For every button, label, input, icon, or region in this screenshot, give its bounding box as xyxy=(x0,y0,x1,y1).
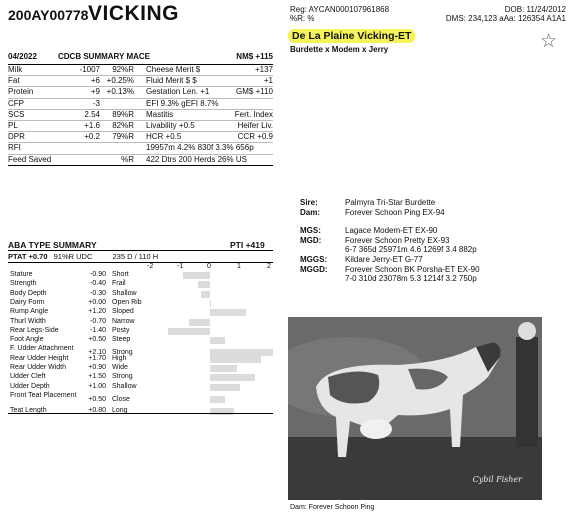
summary-value-2: GM$ +110 xyxy=(236,87,273,97)
scale-tick-label: 1 xyxy=(237,263,241,270)
type-divider xyxy=(8,250,273,251)
ptat-daughters: 235 D / 110 H xyxy=(112,252,159,261)
trait-bar xyxy=(210,309,246,316)
summary-label-2: Mastitis xyxy=(146,109,174,119)
scale-tick-label: -1 xyxy=(177,263,184,270)
trait-name: Dairy Form xyxy=(10,298,45,306)
summary-rel: +0.25% xyxy=(106,76,134,86)
trait-value: -1.40 xyxy=(90,326,106,334)
trait-name: Stature xyxy=(10,271,33,278)
ptat-label: PTAT +0.70 xyxy=(8,252,48,261)
summary-row xyxy=(8,99,273,110)
trait-descriptor: Posty xyxy=(112,326,130,334)
net-merit: NM$ +115 xyxy=(236,52,273,61)
trait-descriptor: Long xyxy=(112,407,128,415)
trait-bar xyxy=(210,374,255,381)
trait-name: Body Depth xyxy=(10,289,47,297)
bull-full-name: De La Plaine Vicking-ET xyxy=(288,29,415,43)
type-trait-row xyxy=(8,373,273,383)
trait-bar xyxy=(210,337,225,344)
trait-name: F. Udder Attachment xyxy=(10,345,74,353)
percent-r: %R: % xyxy=(290,14,315,23)
type-trait-row xyxy=(8,318,273,328)
trait-bar xyxy=(189,319,210,326)
ptat-line xyxy=(8,252,158,261)
summary-title: CDCB SUMMARY MACE xyxy=(58,52,150,61)
summary-row xyxy=(8,65,273,76)
sire-label: Sire: xyxy=(300,198,318,207)
summary-value: +0.2 xyxy=(84,132,100,142)
dms-line: DMS: 234,123 aAa: 126354 A1A1 xyxy=(445,14,566,23)
trait-bar xyxy=(183,272,210,279)
ptat-reliability: 91%R UDC xyxy=(53,252,93,261)
summary-date: 04/2022 xyxy=(8,52,37,61)
dam-row xyxy=(300,208,560,220)
summary-value: -1007 xyxy=(79,65,100,74)
summary-row xyxy=(8,110,273,121)
type-trait-row xyxy=(8,355,273,365)
mgd-label: MGD: xyxy=(300,236,322,245)
trait-descriptor: Strong xyxy=(112,373,133,381)
summary-value-2: Heifer Liv. xyxy=(237,120,273,130)
scale-divider xyxy=(8,262,273,263)
summary-value: -3 xyxy=(92,98,100,108)
trait-value: +0.90 xyxy=(88,364,106,371)
mgs-label: MGS: xyxy=(300,226,321,235)
trait-name: Foot Angle xyxy=(10,336,44,344)
summary-value-2: CCR +0.9 xyxy=(237,132,273,142)
summary-row xyxy=(8,155,273,166)
type-trait-row xyxy=(8,383,273,393)
summary-row xyxy=(8,132,273,143)
pti-value: PTI +419 xyxy=(230,240,265,250)
summary-rel: +0.13% xyxy=(106,87,134,97)
trait-bar xyxy=(210,408,234,415)
summary-label-2: Gestation Len. +1 xyxy=(146,87,210,97)
cow-illustration xyxy=(288,317,542,500)
type-trait-row xyxy=(8,327,273,337)
trait-name: Strength xyxy=(10,280,37,288)
trait-name: Thurl Width xyxy=(10,317,46,325)
scale-tick-label: -2 xyxy=(147,263,154,270)
trait-name: Rear Udder Width xyxy=(10,364,67,371)
trait-value: -0.40 xyxy=(90,280,106,288)
trait-bar xyxy=(201,291,210,298)
summary-row xyxy=(8,76,273,87)
trait-name: Udder Depth xyxy=(10,382,50,390)
trait-descriptor: Sloped xyxy=(112,308,134,316)
type-trait-row xyxy=(8,280,273,290)
date-of-birth: DOB: 11/24/2012 xyxy=(504,5,566,14)
trait-descriptor: Wide xyxy=(112,364,128,371)
trait-descriptor: Open Rib xyxy=(112,298,142,306)
type-trait-row xyxy=(8,336,273,346)
summary-value: +9 xyxy=(90,87,100,97)
summary-label: Protein xyxy=(8,87,34,97)
bull-code: 200AY00778 xyxy=(8,7,89,23)
summary-label: DPR xyxy=(8,132,25,142)
summary-label: Feed Saved xyxy=(8,154,52,164)
cdcb-summary-table xyxy=(8,52,273,166)
type-trait-row xyxy=(8,407,273,417)
dam-name: Forever Schoon Ping EX-94 xyxy=(345,208,445,217)
trait-name: Udder Cleft xyxy=(10,373,46,381)
bull-short-name: VICKING xyxy=(88,2,180,25)
summary-value-2: +1 xyxy=(263,76,273,86)
trait-name: Rear Udder Height xyxy=(10,354,69,362)
summary-label: PL xyxy=(8,120,18,130)
trait-value: +1.20 xyxy=(88,308,106,316)
type-trait-row xyxy=(8,290,273,300)
registration-number: Reg: AYCAN000107961868 xyxy=(290,5,390,14)
trait-descriptor: Short xyxy=(112,271,129,278)
dam-photo xyxy=(288,317,542,500)
trait-value: +1.50 xyxy=(88,373,106,381)
trait-value: -0.90 xyxy=(90,271,106,278)
mggd-label: MGGD: xyxy=(300,265,328,274)
trait-descriptor: Narrow xyxy=(112,317,135,325)
summary-row xyxy=(8,87,273,98)
summary-title-row xyxy=(8,52,273,65)
trait-bar xyxy=(210,356,261,363)
trait-value: +0.00 xyxy=(88,298,106,306)
trait-descriptor: Shallow xyxy=(112,289,137,297)
summary-label: SCS xyxy=(8,109,25,119)
summary-label-2: Fluid Merit $ $ xyxy=(146,76,197,86)
summary-label: Milk xyxy=(8,65,23,74)
trait-name: Rear Legs-Side xyxy=(10,326,59,334)
trait-name: Teat Length xyxy=(10,407,47,415)
trait-value: +0.50 xyxy=(88,395,106,403)
type-trait-row xyxy=(8,392,273,407)
summary-rel: 92%R xyxy=(112,65,134,74)
summary-rel: 89%R xyxy=(112,109,134,119)
trait-descriptor: Frail xyxy=(112,280,126,288)
summary-label-2: HCR +0.5 xyxy=(146,132,182,142)
trait-descriptor: High xyxy=(112,354,127,362)
trait-descriptor: Steep xyxy=(112,336,131,344)
mgd-record: 6-7 365d 25971m 4.6 1269f 3.4 882p xyxy=(345,245,477,254)
summary-label-2: 422 Dtrs 200 Herds 26% US xyxy=(146,154,247,164)
mgs-name: Lagace Modem-ET EX-90 xyxy=(345,226,438,235)
mggs-name: Kildare Jerry-ET G-77 xyxy=(345,255,423,264)
trait-bar xyxy=(210,396,225,403)
summary-rel: 82%R xyxy=(112,120,134,130)
trait-value: +0.50 xyxy=(88,336,106,344)
trait-value: +0.80 xyxy=(88,407,106,415)
type-summary-title: ABA TYPE SUMMARY xyxy=(8,240,97,250)
summary-rel: 79%R xyxy=(112,132,134,142)
trait-value: +1.70 xyxy=(88,354,106,362)
summary-label: RFI xyxy=(8,143,21,153)
scale-tick-label: 2 xyxy=(267,263,271,270)
type-trait-row xyxy=(8,299,273,309)
summary-value-2: +137 xyxy=(254,65,273,74)
trait-value: +2.10 xyxy=(88,349,106,357)
summary-row xyxy=(8,143,273,154)
star-icon[interactable]: ☆ xyxy=(539,31,557,52)
trait-descriptor: Strong xyxy=(112,349,133,357)
summary-row xyxy=(8,121,273,132)
summary-label: CFP xyxy=(8,98,24,108)
summary-value: +6 xyxy=(90,76,100,86)
summary-label-2: Livability +0.5 xyxy=(146,120,195,130)
trait-value: +1.00 xyxy=(88,382,106,390)
trait-value: -0.30 xyxy=(90,289,106,297)
mggd-record-row xyxy=(300,274,560,286)
trait-bar xyxy=(210,300,211,307)
mggs-label: MGGS: xyxy=(300,255,328,264)
summary-value: 2.54 xyxy=(84,109,100,119)
trait-bar xyxy=(198,281,210,288)
photo-caption: Dam: Forever Schoon Ping xyxy=(290,504,375,511)
mgd-name: Forever Schoon Pretty EX-93 xyxy=(345,236,450,245)
mggd-name: Forever Schoon BK Porsha-ET EX-90 xyxy=(345,265,480,274)
trait-descriptor: Close xyxy=(112,395,130,403)
summary-label-2: Cheese Merit $ xyxy=(146,65,201,74)
dam-label: Dam: xyxy=(300,208,321,217)
mggd-record: 7-0 310d 23078m 5.3 1214f 3.2 750p xyxy=(345,274,477,283)
sire-name: Palmyra Tri-Star Burdette xyxy=(345,198,436,207)
trait-bar xyxy=(168,328,210,335)
trait-bar xyxy=(210,384,240,391)
type-trait-row xyxy=(8,364,273,374)
trait-bar xyxy=(210,365,237,372)
scale-tick-label: 0 xyxy=(207,263,211,270)
summary-label: Fat xyxy=(8,76,20,86)
summary-rel: %R xyxy=(121,154,134,164)
type-bottom-divider xyxy=(8,413,273,414)
pedigree-line: Burdette x Modem x Jerry xyxy=(290,45,389,54)
summary-label-2: 19957m 4.2% 830f 3.3% 656p xyxy=(146,143,254,153)
type-trait-row xyxy=(8,271,273,281)
trait-name: Rump Angle xyxy=(10,308,49,316)
type-trait-row xyxy=(8,308,273,318)
photographer-signature: Cybil Fisher xyxy=(472,475,522,484)
summary-value: +1.6 xyxy=(84,120,100,130)
summary-value-2: Fert. Index xyxy=(234,109,273,119)
trait-descriptor: Shallow xyxy=(112,382,137,390)
summary-label-2: EFI 9.3% gEFI 8.7% xyxy=(146,98,219,108)
trait-value: -0.70 xyxy=(90,317,106,325)
trait-name: Front Teat Placement xyxy=(10,391,77,399)
